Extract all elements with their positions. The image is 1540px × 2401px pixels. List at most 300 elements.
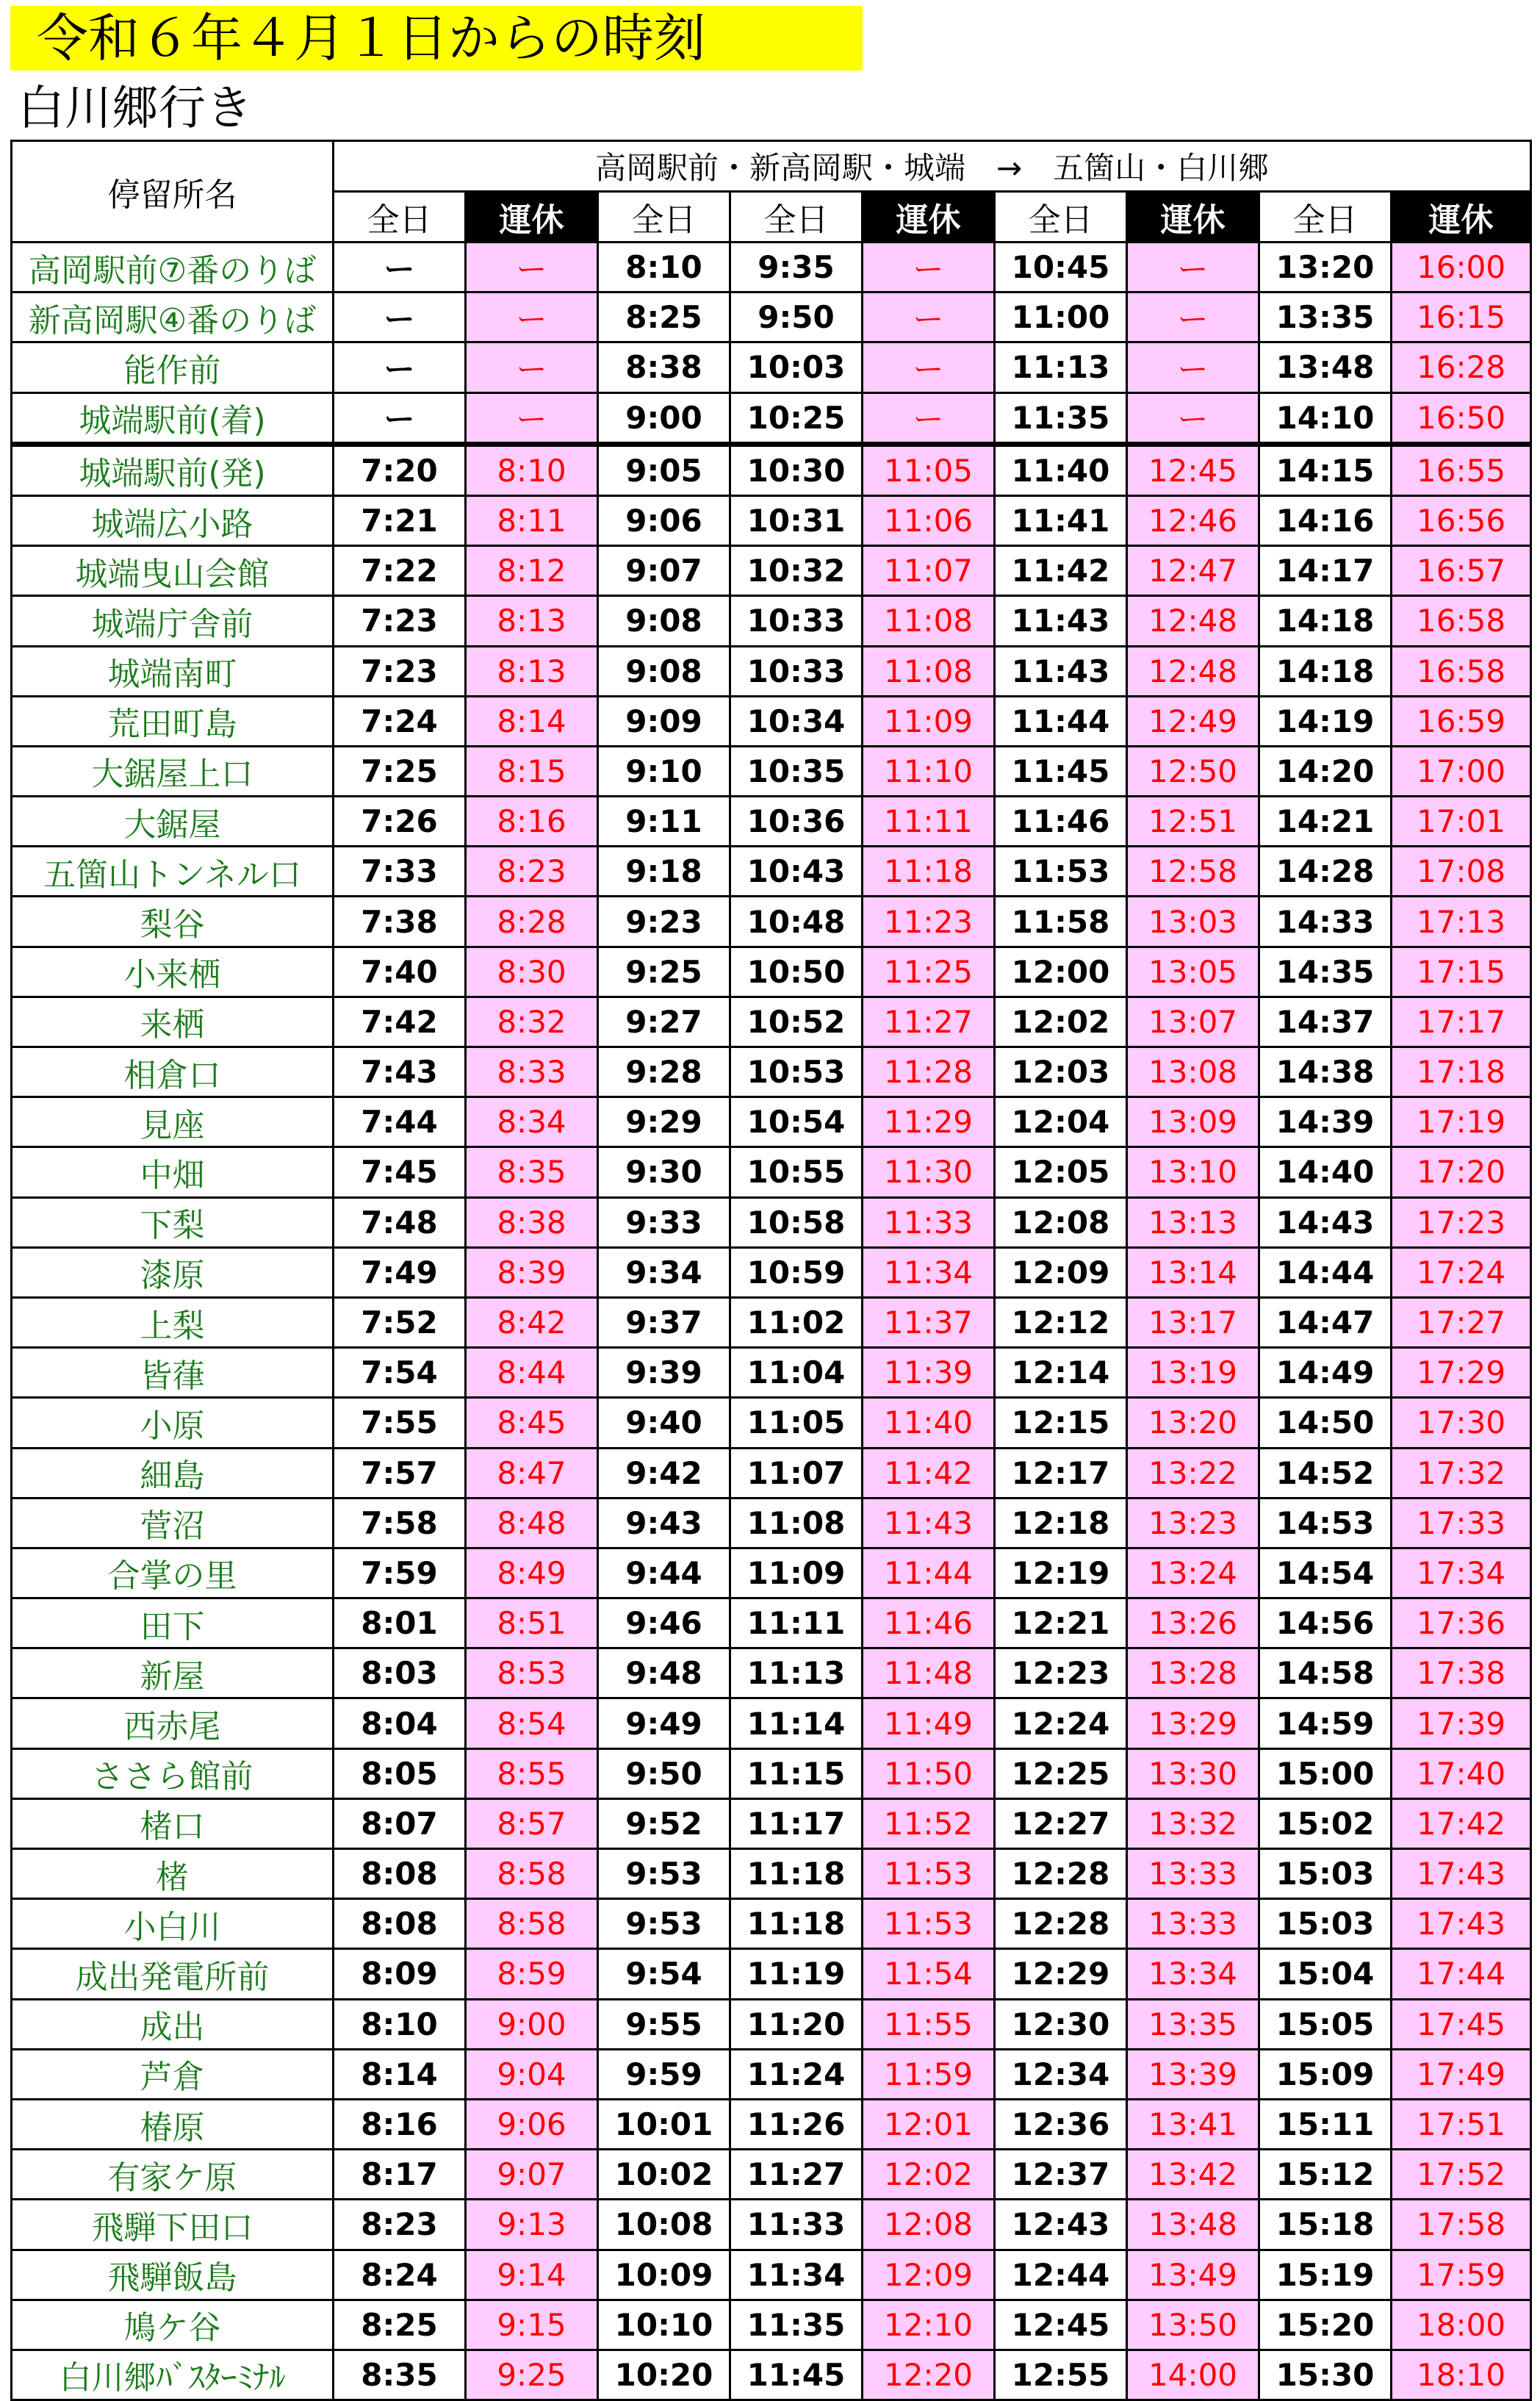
departure-time: 11:30 — [863, 1147, 995, 1197]
departure-time: 7:54 — [334, 1348, 466, 1398]
stop-name: 中畑 — [12, 1147, 334, 1197]
departure-time: 15:09 — [1259, 2049, 1392, 2099]
departure-time: 15:02 — [1259, 1798, 1392, 1848]
departure-time: 7:59 — [334, 1548, 466, 1598]
departure-time: ー — [334, 342, 466, 392]
departure-time: 17:15 — [1392, 947, 1531, 997]
departure-time: 9:28 — [598, 1047, 730, 1097]
departure-time: 14:18 — [1259, 596, 1392, 646]
departure-time: 14:15 — [1259, 444, 1392, 495]
departure-time: 11:55 — [863, 1999, 995, 2049]
departure-time: 9:25 — [598, 947, 730, 997]
stop-name: 成出 — [12, 1999, 334, 2049]
stop-name: 梨谷 — [12, 897, 334, 947]
departure-time: 17:40 — [1392, 1748, 1531, 1798]
stop-name: 来栖 — [12, 997, 334, 1047]
departure-time: 8:11 — [466, 495, 598, 545]
departure-time: ー — [334, 392, 466, 444]
departure-time: 8:10 — [334, 1999, 466, 2049]
departure-time: 17:00 — [1392, 746, 1531, 796]
departure-time: 13:42 — [1127, 2150, 1259, 2200]
departure-time: 9:05 — [598, 444, 730, 495]
departure-time: 10:31 — [730, 495, 863, 545]
departure-time: 13:48 — [1127, 2200, 1259, 2250]
departure-time: 14:18 — [1259, 646, 1392, 696]
table-row — [12, 1448, 1531, 1498]
departure-time: 18:00 — [1392, 2300, 1531, 2350]
stop-name: 楮 — [12, 1849, 334, 1899]
departure-time: 9:06 — [466, 2099, 598, 2149]
stop-name: 白川郷ﾊﾞｽﾀｰﾐﾅﾙ — [12, 2350, 334, 2400]
departure-time: 11:34 — [863, 1247, 995, 1297]
departure-time: 13:09 — [1127, 1097, 1259, 1147]
departure-time: 17:17 — [1392, 997, 1531, 1047]
departure-time: 16:15 — [1392, 293, 1531, 342]
timetable-body — [12, 243, 1531, 2400]
departure-time: 8:10 — [598, 243, 730, 293]
departure-time: 11:27 — [730, 2150, 863, 2200]
departure-time: 12:08 — [863, 2200, 995, 2250]
table-row — [12, 1147, 1531, 1197]
stop-name: 新屋 — [12, 1648, 334, 1698]
departure-time: 9:07 — [466, 2150, 598, 2200]
departure-time: 10:20 — [598, 2350, 730, 2400]
departure-time: 12:27 — [995, 1798, 1127, 1848]
stop-name: 田下 — [12, 1598, 334, 1648]
departure-time: 9:48 — [598, 1648, 730, 1698]
table-row — [12, 2150, 1531, 2200]
departure-time: 11:54 — [863, 1949, 995, 1999]
departure-time: 8:08 — [334, 1899, 466, 1949]
departure-time: 15:30 — [1259, 2350, 1392, 2400]
departure-time: 13:34 — [1127, 1949, 1259, 1999]
departure-time: 11:00 — [995, 293, 1127, 342]
departure-time: 13:05 — [1127, 947, 1259, 997]
table-row — [12, 1047, 1531, 1097]
departure-time: 9:13 — [466, 2200, 598, 2250]
departure-time: 11:58 — [995, 897, 1127, 947]
stop-name: 細島 — [12, 1448, 334, 1498]
departure-time: 8:58 — [466, 1899, 598, 1949]
departure-time: 9:50 — [598, 1748, 730, 1798]
table-row — [12, 342, 1531, 392]
departure-time: 10:53 — [730, 1047, 863, 1097]
departure-time: 12:10 — [863, 2300, 995, 2350]
departure-time: 11:23 — [863, 897, 995, 947]
departure-time: 13:22 — [1127, 1448, 1259, 1498]
departure-time: 12:43 — [995, 2200, 1127, 2250]
departure-time: 8:44 — [466, 1348, 598, 1398]
departure-time: 11:39 — [863, 1348, 995, 1398]
service-all-days-header: 全日 — [730, 192, 863, 243]
departure-time: 15:18 — [1259, 2200, 1392, 2250]
departure-time: 11:34 — [730, 2250, 863, 2300]
departure-time: 14:35 — [1259, 947, 1392, 997]
departure-time: 13:10 — [1127, 1147, 1259, 1197]
departure-time: 8:03 — [334, 1648, 466, 1698]
departure-time: 17:19 — [1392, 1097, 1531, 1147]
stop-name: 能作前 — [12, 342, 334, 392]
departure-time: 11:35 — [730, 2300, 863, 2350]
departure-time: 8:35 — [334, 2350, 466, 2400]
departure-time: 11:15 — [730, 1748, 863, 1798]
departure-time: 13:26 — [1127, 1598, 1259, 1648]
table-row — [12, 696, 1531, 746]
departure-time: 13:07 — [1127, 997, 1259, 1047]
departure-time: 9:55 — [598, 1999, 730, 2049]
departure-time: 7:22 — [334, 546, 466, 596]
departure-time: 10:01 — [598, 2099, 730, 2149]
departure-time: 8:07 — [334, 1798, 466, 1848]
departure-time: ー — [1127, 392, 1259, 444]
departure-time: 9:34 — [598, 1247, 730, 1297]
departure-time: 8:16 — [334, 2099, 466, 2149]
departure-time: 17:39 — [1392, 1698, 1531, 1748]
stop-name: 上梨 — [12, 1297, 334, 1347]
departure-time: 11:07 — [863, 546, 995, 596]
departure-time: 8:51 — [466, 1598, 598, 1648]
departure-time: 8:33 — [466, 1047, 598, 1097]
stop-name: 合掌の里 — [12, 1548, 334, 1598]
departure-time: 8:25 — [598, 293, 730, 342]
departure-time: 11:08 — [863, 596, 995, 646]
stop-name: 城端広小路 — [12, 495, 334, 545]
departure-time: 11:17 — [730, 1798, 863, 1848]
departure-time: 13:33 — [1127, 1899, 1259, 1949]
departure-time: 8:04 — [334, 1698, 466, 1748]
departure-time: 11:44 — [995, 696, 1127, 746]
departure-time: 7:33 — [334, 847, 466, 897]
departure-time: 17:32 — [1392, 1448, 1531, 1498]
departure-time: 8:14 — [466, 696, 598, 746]
departure-time: 11:46 — [863, 1598, 995, 1648]
departure-time: 11:33 — [730, 2200, 863, 2250]
departure-time: ー — [466, 392, 598, 444]
stop-name: 大鋸屋上口 — [12, 746, 334, 796]
departure-time: 12:45 — [1127, 444, 1259, 495]
departure-time: 15:03 — [1259, 1849, 1392, 1899]
departure-time: 7:21 — [334, 495, 466, 545]
departure-time: 12:25 — [995, 1748, 1127, 1798]
departure-time: 8:59 — [466, 1949, 598, 1999]
table-row — [12, 947, 1531, 997]
departure-time: 7:52 — [334, 1297, 466, 1347]
departure-time: 9:09 — [598, 696, 730, 746]
departure-time: 13:35 — [1259, 293, 1392, 342]
departure-time: 11:52 — [863, 1798, 995, 1848]
departure-time: 13:17 — [1127, 1297, 1259, 1347]
stop-name: 城端南町 — [12, 646, 334, 696]
departure-time: 17:49 — [1392, 2049, 1531, 2099]
departure-time: 11:48 — [863, 1648, 995, 1698]
stop-name: 相倉口 — [12, 1047, 334, 1097]
departure-time: 17:34 — [1392, 1548, 1531, 1598]
departure-time: 12:28 — [995, 1849, 1127, 1899]
departure-time: 11:27 — [863, 997, 995, 1047]
departure-time: 12:55 — [995, 2350, 1127, 2400]
departure-time: 14:43 — [1259, 1197, 1392, 1247]
departure-time: 12:05 — [995, 1147, 1127, 1197]
departure-time: 16:57 — [1392, 546, 1531, 596]
stop-name: 小来栖 — [12, 947, 334, 997]
departure-time: 11:24 — [730, 2049, 863, 2099]
departure-time: 8:38 — [598, 342, 730, 392]
departure-time: 12:00 — [995, 947, 1127, 997]
departure-time: 11:28 — [863, 1047, 995, 1097]
departure-time: 11:45 — [995, 746, 1127, 796]
departure-time: 8:55 — [466, 1748, 598, 1798]
stop-name: 大鋸屋 — [12, 797, 334, 847]
departure-time: 14:37 — [1259, 997, 1392, 1047]
departure-time: 9:27 — [598, 997, 730, 1047]
departure-time: 9:23 — [598, 897, 730, 947]
departure-time: 12:48 — [1127, 646, 1259, 696]
table-row — [12, 646, 1531, 696]
departure-time: 13:29 — [1127, 1698, 1259, 1748]
table-row — [12, 1598, 1531, 1648]
departure-time: 11:13 — [730, 1648, 863, 1698]
table-row — [12, 1247, 1531, 1297]
stop-name: 小原 — [12, 1398, 334, 1448]
departure-time: 9:50 — [730, 293, 863, 342]
departure-time: 12:17 — [995, 1448, 1127, 1498]
departure-time: ー — [1127, 243, 1259, 293]
stop-name: 下梨 — [12, 1197, 334, 1247]
departure-time: 9:30 — [598, 1147, 730, 1197]
departure-time: 11:05 — [730, 1398, 863, 1448]
departure-time: 11:09 — [863, 696, 995, 746]
departure-time: 8:14 — [334, 2049, 466, 2099]
departure-time: 9:08 — [598, 596, 730, 646]
departure-time: 10:35 — [730, 746, 863, 796]
departure-time: 12:23 — [995, 1648, 1127, 1698]
departure-time: 17:20 — [1392, 1147, 1531, 1197]
stop-name: 椿原 — [12, 2099, 334, 2149]
table-row — [12, 1297, 1531, 1347]
departure-time: 10:54 — [730, 1097, 863, 1147]
table-row — [12, 1698, 1531, 1748]
departure-time: 7:23 — [334, 646, 466, 696]
departure-time: 13:28 — [1127, 1648, 1259, 1698]
departure-time: 9:29 — [598, 1097, 730, 1147]
stop-name-header: 停留所名 — [12, 141, 334, 243]
departure-time: 12:47 — [1127, 546, 1259, 596]
departure-time: 16:58 — [1392, 646, 1531, 696]
departure-time: 12:50 — [1127, 746, 1259, 796]
stop-name: 五箇山トンネル口 — [12, 847, 334, 897]
destination-subtitle: 白川郷行き — [18, 82, 253, 136]
table-row — [12, 444, 1531, 495]
table-row — [12, 1899, 1531, 1949]
departure-time: 15:11 — [1259, 2099, 1392, 2149]
service-suspended-header: 運休 — [863, 192, 995, 243]
departure-time: 7:44 — [334, 1097, 466, 1147]
table-row — [12, 797, 1531, 847]
departure-time: 8:01 — [334, 1598, 466, 1648]
departure-time: 8:38 — [466, 1197, 598, 1247]
departure-time: 8:17 — [334, 2150, 466, 2200]
departure-time: 15:05 — [1259, 1999, 1392, 2049]
departure-time: 7:42 — [334, 997, 466, 1047]
departure-time: 9:06 — [598, 495, 730, 545]
table-row — [12, 897, 1531, 947]
departure-time: 9:11 — [598, 797, 730, 847]
departure-time: 14:59 — [1259, 1698, 1392, 1748]
departure-time: ー — [863, 293, 995, 342]
departure-time: 11:11 — [863, 797, 995, 847]
departure-time: 12:12 — [995, 1297, 1127, 1347]
departure-time: 10:52 — [730, 997, 863, 1047]
table-row — [12, 1498, 1531, 1548]
departure-time: 8:35 — [466, 1147, 598, 1197]
departure-time: 11:18 — [730, 1849, 863, 1899]
departure-time: 9:04 — [466, 2049, 598, 2099]
departure-time: 12:58 — [1127, 847, 1259, 897]
departure-time: 8:45 — [466, 1398, 598, 1448]
stop-name: 皆葎 — [12, 1348, 334, 1398]
departure-time: 9:53 — [598, 1849, 730, 1899]
stop-name: 荒田町島 — [12, 696, 334, 746]
departure-time: 10:48 — [730, 897, 863, 947]
departure-time: 12:29 — [995, 1949, 1127, 1999]
departure-time: 13:32 — [1127, 1798, 1259, 1848]
departure-time: 11:11 — [730, 1598, 863, 1648]
departure-time: 10:55 — [730, 1147, 863, 1197]
table-row — [12, 243, 1531, 293]
departure-time: 11:20 — [730, 1999, 863, 2049]
departure-time: 10:02 — [598, 2150, 730, 2200]
departure-time: 11:49 — [863, 1698, 995, 1748]
departure-time: 11:02 — [730, 1297, 863, 1347]
departure-time: 16:50 — [1392, 392, 1531, 444]
departure-time: 9:54 — [598, 1949, 730, 1999]
stop-name: 見座 — [12, 1097, 334, 1147]
departure-time: 14:20 — [1259, 746, 1392, 796]
departure-time: 11:40 — [995, 444, 1127, 495]
departure-time: 10:32 — [730, 546, 863, 596]
timetable — [10, 140, 1532, 2401]
departure-time: 8:23 — [466, 847, 598, 897]
departure-time: 12:02 — [995, 997, 1127, 1047]
departure-time: 9:35 — [730, 243, 863, 293]
departure-time: 13:39 — [1127, 2049, 1259, 2099]
departure-time: 12:18 — [995, 1498, 1127, 1548]
departure-time: 9:25 — [466, 2350, 598, 2400]
departure-time: 14:38 — [1259, 1047, 1392, 1097]
page-title: 令和６年４月１日からの時刻 — [10, 6, 863, 71]
stop-name: 漆原 — [12, 1247, 334, 1297]
departure-time: 12:08 — [995, 1197, 1127, 1247]
departure-time: 11:42 — [995, 546, 1127, 596]
departure-time: 14:17 — [1259, 546, 1392, 596]
departure-time: 9:00 — [466, 1999, 598, 2049]
departure-time: 7:26 — [334, 797, 466, 847]
departure-time: 9:42 — [598, 1448, 730, 1498]
departure-time: 13:24 — [1127, 1548, 1259, 1598]
table-row — [12, 1748, 1531, 1798]
departure-time: 14:00 — [1127, 2350, 1259, 2400]
departure-time: ー — [334, 293, 466, 342]
departure-time: 15:12 — [1259, 2150, 1392, 2200]
departure-time: 11:18 — [863, 847, 995, 897]
departure-time: ー — [863, 392, 995, 444]
departure-time: 9:53 — [598, 1899, 730, 1949]
departure-time: 14:39 — [1259, 1097, 1392, 1147]
departure-time: 14:58 — [1259, 1648, 1392, 1698]
departure-time: 17:27 — [1392, 1297, 1531, 1347]
departure-time: 8:34 — [466, 1097, 598, 1147]
departure-time: 8:28 — [466, 897, 598, 947]
departure-time: 11:33 — [863, 1197, 995, 1247]
departure-time: ー — [466, 342, 598, 392]
departure-time: 11:29 — [863, 1097, 995, 1147]
departure-time: 12:02 — [863, 2150, 995, 2200]
departure-time: 11:35 — [995, 392, 1127, 444]
departure-time: 17:42 — [1392, 1798, 1531, 1848]
departure-time: 17:58 — [1392, 2200, 1531, 2250]
departure-time: ー — [863, 243, 995, 293]
departure-time: 9:37 — [598, 1297, 730, 1347]
departure-time: 10:59 — [730, 1247, 863, 1297]
stop-name: ささら館前 — [12, 1748, 334, 1798]
departure-time: 14:52 — [1259, 1448, 1392, 1498]
table-row — [12, 1648, 1531, 1698]
departure-time: 17:08 — [1392, 847, 1531, 897]
departure-time: 10:30 — [730, 444, 863, 495]
stop-name: 城端庁舎前 — [12, 596, 334, 646]
departure-time: 7:58 — [334, 1498, 466, 1548]
departure-time: 17:36 — [1392, 1598, 1531, 1648]
departure-time: 17:45 — [1392, 1999, 1531, 2049]
departure-time: 12:28 — [995, 1899, 1127, 1949]
stop-name: 高岡駅前⑦番のりば — [12, 243, 334, 293]
departure-time: 18:10 — [1392, 2350, 1531, 2400]
stop-name: 鳩ケ谷 — [12, 2300, 334, 2350]
departure-time: 11:04 — [730, 1348, 863, 1398]
departure-time: 13:41 — [1127, 2099, 1259, 2149]
departure-time: 17:52 — [1392, 2150, 1531, 2200]
departure-time: 9:43 — [598, 1498, 730, 1548]
departure-time: 14:54 — [1259, 1548, 1392, 1598]
departure-time: 9:07 — [598, 546, 730, 596]
table-row — [12, 2250, 1531, 2300]
stop-name: 城端駅前(発) — [12, 444, 334, 495]
departure-time: 7:43 — [334, 1047, 466, 1097]
departure-time: 14:28 — [1259, 847, 1392, 897]
departure-time: 7:45 — [334, 1147, 466, 1197]
stop-name: 菅沼 — [12, 1498, 334, 1548]
table-row — [12, 997, 1531, 1047]
departure-time: 8:57 — [466, 1798, 598, 1848]
departure-time: 11:59 — [863, 2049, 995, 2099]
departure-time: 15:00 — [1259, 1748, 1392, 1798]
table-row — [12, 392, 1531, 444]
departure-time: 8:53 — [466, 1648, 598, 1698]
departure-time: 17:38 — [1392, 1648, 1531, 1698]
departure-time: 10:09 — [598, 2250, 730, 2300]
departure-time: 11:53 — [995, 847, 1127, 897]
departure-time: 9:44 — [598, 1548, 730, 1598]
departure-time: 11:25 — [863, 947, 995, 997]
departure-time: 9:08 — [598, 646, 730, 696]
departure-time: 13:48 — [1259, 342, 1392, 392]
departure-time: 12:21 — [995, 1598, 1127, 1648]
departure-time: 13:23 — [1127, 1498, 1259, 1548]
departure-time: 11:42 — [863, 1448, 995, 1498]
table-row — [12, 1197, 1531, 1247]
departure-time: 17:13 — [1392, 897, 1531, 947]
departure-time: 11:19 — [730, 1949, 863, 1999]
